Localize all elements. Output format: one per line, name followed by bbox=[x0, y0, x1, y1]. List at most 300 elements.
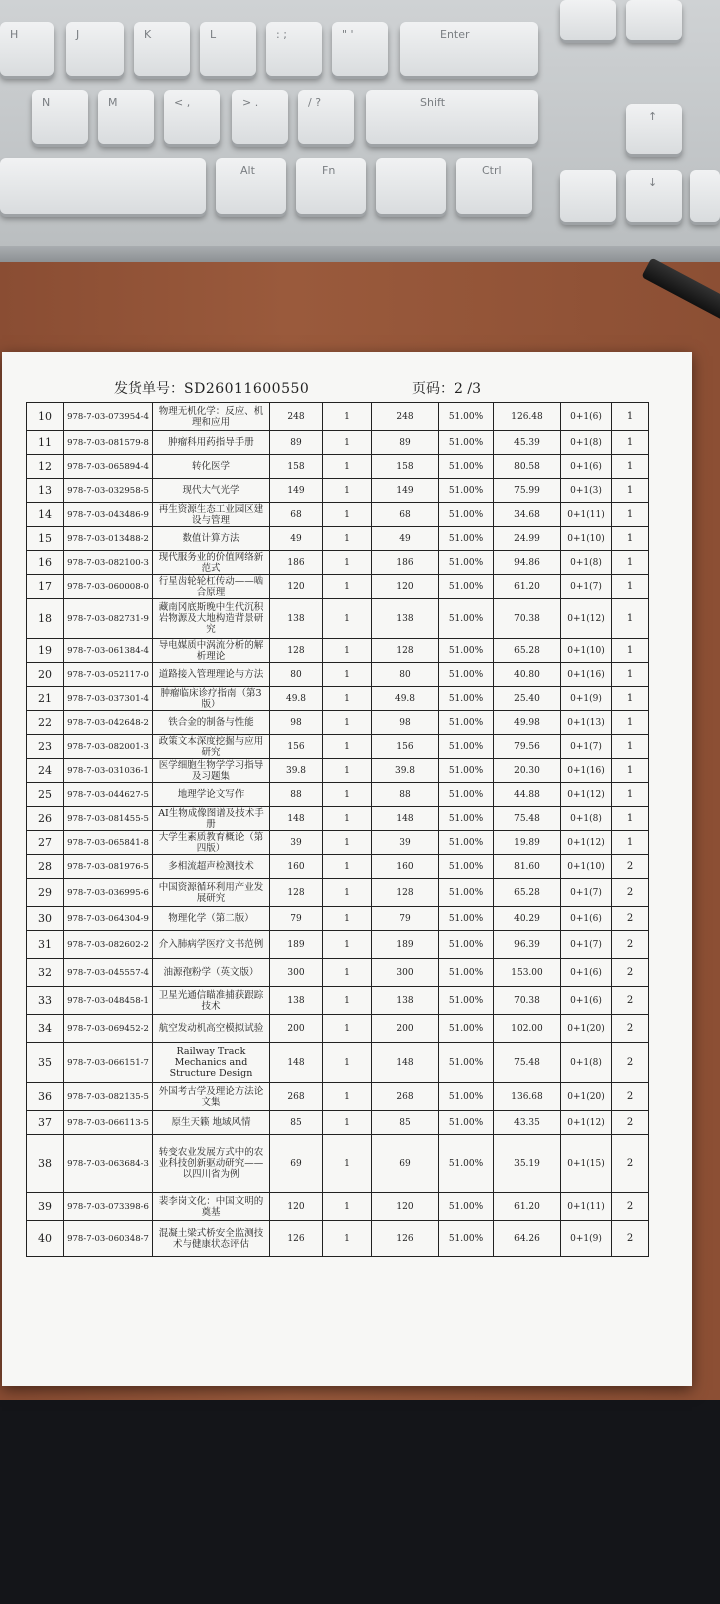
title-cell: 数值计算方法 bbox=[153, 527, 270, 551]
quantity-cell: 1 bbox=[323, 687, 372, 711]
row-number: 35 bbox=[27, 1043, 64, 1083]
package-cell: 0+1(12) bbox=[561, 783, 612, 807]
keyboard-key bbox=[626, 0, 682, 40]
price-cell: 189 bbox=[270, 931, 323, 959]
box-cell: 1 bbox=[612, 783, 649, 807]
package-cell: 0+1(8) bbox=[561, 431, 612, 455]
net-amount-cell: 80.58 bbox=[494, 455, 561, 479]
quantity-cell: 1 bbox=[323, 931, 372, 959]
row-number: 20 bbox=[27, 663, 64, 687]
package-cell: 0+1(10) bbox=[561, 855, 612, 879]
keyboard-key: M bbox=[98, 90, 154, 144]
row-number: 13 bbox=[27, 479, 64, 503]
isbn-cell: 978-7-03-036995-6 bbox=[64, 879, 153, 907]
amount-cell: 248 bbox=[372, 403, 439, 431]
box-cell: 1 bbox=[612, 759, 649, 783]
quantity-cell: 1 bbox=[323, 1083, 372, 1111]
isbn-cell: 978-7-03-066113-5 bbox=[64, 1111, 153, 1135]
price-cell: 98 bbox=[270, 711, 323, 735]
book-list-table bbox=[26, 402, 649, 1257]
amount-cell: 149 bbox=[372, 479, 439, 503]
amount-cell: 98 bbox=[372, 711, 439, 735]
quantity-cell: 1 bbox=[323, 527, 372, 551]
quantity-cell: 1 bbox=[323, 759, 372, 783]
isbn-cell: 978-7-03-060348-7 bbox=[64, 1221, 153, 1257]
table-row bbox=[27, 1083, 649, 1111]
title-cell: 转化医学 bbox=[153, 455, 270, 479]
isbn-cell: 978-7-03-073398-6 bbox=[64, 1193, 153, 1221]
row-number: 28 bbox=[27, 855, 64, 879]
keyboard-key: Ctrl bbox=[456, 158, 532, 214]
price-cell: 39 bbox=[270, 831, 323, 855]
net-amount-cell: 49.98 bbox=[494, 711, 561, 735]
isbn-cell: 978-7-03-082731-9 bbox=[64, 599, 153, 639]
box-cell: 1 bbox=[612, 599, 649, 639]
title-cell: 道路接入管理理论与方法 bbox=[153, 663, 270, 687]
table-row bbox=[27, 503, 649, 527]
quantity-cell: 1 bbox=[323, 551, 372, 575]
quantity-cell: 1 bbox=[323, 1193, 372, 1221]
keyboard-key: Fn bbox=[296, 158, 366, 214]
row-number: 40 bbox=[27, 1221, 64, 1257]
table-row bbox=[27, 1221, 649, 1257]
package-cell: 0+1(12) bbox=[561, 831, 612, 855]
net-amount-cell: 70.38 bbox=[494, 987, 561, 1015]
discount-cell: 51.00% bbox=[439, 831, 494, 855]
table-row bbox=[27, 855, 649, 879]
box-cell: 2 bbox=[612, 959, 649, 987]
isbn-cell: 978-7-03-081455-5 bbox=[64, 807, 153, 831]
isbn-cell: 978-7-03-082001-3 bbox=[64, 735, 153, 759]
box-cell: 1 bbox=[612, 663, 649, 687]
quantity-cell: 1 bbox=[323, 639, 372, 663]
discount-cell: 51.00% bbox=[439, 855, 494, 879]
title-cell: 现代服务业的价值网络新范式 bbox=[153, 551, 270, 575]
net-amount-cell: 75.48 bbox=[494, 1043, 561, 1083]
net-amount-cell: 19.89 bbox=[494, 831, 561, 855]
shipping-list-page bbox=[2, 352, 692, 1386]
table-row bbox=[27, 599, 649, 639]
table-row bbox=[27, 1111, 649, 1135]
price-cell: 148 bbox=[270, 1043, 323, 1083]
discount-cell: 51.00% bbox=[439, 1111, 494, 1135]
package-cell: 0+1(9) bbox=[561, 687, 612, 711]
keyboard-key: K bbox=[134, 22, 190, 76]
table-row bbox=[27, 687, 649, 711]
table-row bbox=[27, 479, 649, 503]
box-cell: 2 bbox=[612, 1221, 649, 1257]
amount-cell: 68 bbox=[372, 503, 439, 527]
title-cell: 物理无机化学：反应、机理和应用 bbox=[153, 403, 270, 431]
keyboard-key: ↑ bbox=[626, 104, 682, 154]
price-cell: 248 bbox=[270, 403, 323, 431]
discount-cell: 51.00% bbox=[439, 783, 494, 807]
row-number: 26 bbox=[27, 807, 64, 831]
net-amount-cell: 24.99 bbox=[494, 527, 561, 551]
quantity-cell: 1 bbox=[323, 1043, 372, 1083]
net-amount-cell: 65.28 bbox=[494, 639, 561, 663]
discount-cell: 51.00% bbox=[439, 527, 494, 551]
quantity-cell: 1 bbox=[323, 1111, 372, 1135]
quantity-cell: 1 bbox=[323, 599, 372, 639]
table-row bbox=[27, 403, 649, 431]
isbn-cell: 978-7-03-037301-4 bbox=[64, 687, 153, 711]
discount-cell: 51.00% bbox=[439, 1015, 494, 1043]
package-cell: 0+1(10) bbox=[561, 639, 612, 663]
price-cell: 268 bbox=[270, 1083, 323, 1111]
price-cell: 120 bbox=[270, 575, 323, 599]
row-number: 21 bbox=[27, 687, 64, 711]
package-cell: 0+1(8) bbox=[561, 807, 612, 831]
box-cell: 1 bbox=[612, 687, 649, 711]
amount-cell: 186 bbox=[372, 551, 439, 575]
keyboard-key: N bbox=[32, 90, 88, 144]
net-amount-cell: 61.20 bbox=[494, 1193, 561, 1221]
title-cell: 肿瘤科用药指导手册 bbox=[153, 431, 270, 455]
net-amount-cell: 20.30 bbox=[494, 759, 561, 783]
table-row bbox=[27, 931, 649, 959]
quantity-cell: 1 bbox=[323, 711, 372, 735]
quantity-cell: 1 bbox=[323, 1015, 372, 1043]
package-cell: 0+1(3) bbox=[561, 479, 612, 503]
quantity-cell: 1 bbox=[323, 431, 372, 455]
table-row bbox=[27, 783, 649, 807]
title-cell: 介入肺病学医疗文书范例 bbox=[153, 931, 270, 959]
package-cell: 0+1(12) bbox=[561, 599, 612, 639]
price-cell: 126 bbox=[270, 1221, 323, 1257]
quantity-cell: 1 bbox=[323, 1135, 372, 1193]
title-cell: 航空发动机高空模拟试验 bbox=[153, 1015, 270, 1043]
net-amount-cell: 25.40 bbox=[494, 687, 561, 711]
net-amount-cell: 102.00 bbox=[494, 1015, 561, 1043]
title-cell: 混凝土梁式桥安全监测技术与健康状态评估 bbox=[153, 1221, 270, 1257]
net-amount-cell: 65.28 bbox=[494, 879, 561, 907]
box-cell: 2 bbox=[612, 879, 649, 907]
box-cell: 2 bbox=[612, 1193, 649, 1221]
keyboard-key bbox=[0, 158, 206, 214]
table-row bbox=[27, 1043, 649, 1083]
keyboard-key bbox=[690, 170, 720, 222]
isbn-cell: 978-7-03-044627-5 bbox=[64, 783, 153, 807]
discount-cell: 51.00% bbox=[439, 987, 494, 1015]
table-row bbox=[27, 575, 649, 599]
package-cell: 0+1(12) bbox=[561, 1111, 612, 1135]
table-row bbox=[27, 551, 649, 575]
row-number: 32 bbox=[27, 959, 64, 987]
quantity-cell: 1 bbox=[323, 855, 372, 879]
box-cell: 1 bbox=[612, 735, 649, 759]
quantity-cell: 1 bbox=[323, 503, 372, 527]
discount-cell: 51.00% bbox=[439, 735, 494, 759]
quantity-cell: 1 bbox=[323, 663, 372, 687]
price-cell: 39.8 bbox=[270, 759, 323, 783]
net-amount-cell: 61.20 bbox=[494, 575, 561, 599]
package-cell: 0+1(6) bbox=[561, 959, 612, 987]
price-cell: 300 bbox=[270, 959, 323, 987]
net-amount-cell: 75.99 bbox=[494, 479, 561, 503]
row-number: 34 bbox=[27, 1015, 64, 1043]
net-amount-cell: 126.48 bbox=[494, 403, 561, 431]
box-cell: 1 bbox=[612, 431, 649, 455]
row-number: 14 bbox=[27, 503, 64, 527]
package-cell: 0+1(6) bbox=[561, 907, 612, 931]
package-cell: 0+1(7) bbox=[561, 931, 612, 959]
title-cell: 中国资源循环利用产业发展研究 bbox=[153, 879, 270, 907]
table-row bbox=[27, 455, 649, 479]
amount-cell: 200 bbox=[372, 1015, 439, 1043]
title-cell: 原生天籁 地域风情 bbox=[153, 1111, 270, 1135]
amount-cell: 300 bbox=[372, 959, 439, 987]
title-cell: 物理化学（第二版） bbox=[153, 907, 270, 931]
isbn-cell: 978-7-03-073954-4 bbox=[64, 403, 153, 431]
price-cell: 186 bbox=[270, 551, 323, 575]
quantity-cell: 1 bbox=[323, 479, 372, 503]
price-cell: 156 bbox=[270, 735, 323, 759]
amount-cell: 126 bbox=[372, 1221, 439, 1257]
price-cell: 138 bbox=[270, 987, 323, 1015]
quantity-cell: 1 bbox=[323, 575, 372, 599]
isbn-cell: 978-7-03-082100-3 bbox=[64, 551, 153, 575]
row-number: 18 bbox=[27, 599, 64, 639]
net-amount-cell: 94.86 bbox=[494, 551, 561, 575]
keyboard-key: : ; bbox=[266, 22, 322, 76]
price-cell: 68 bbox=[270, 503, 323, 527]
table-row bbox=[27, 1015, 649, 1043]
net-amount-cell: 64.26 bbox=[494, 1221, 561, 1257]
net-amount-cell: 81.60 bbox=[494, 855, 561, 879]
package-cell: 0+1(11) bbox=[561, 503, 612, 527]
box-cell: 1 bbox=[612, 455, 649, 479]
keyboard-key: < , bbox=[164, 90, 220, 144]
amount-cell: 128 bbox=[372, 639, 439, 663]
package-cell: 0+1(9) bbox=[561, 1221, 612, 1257]
table-row bbox=[27, 987, 649, 1015]
page-value: 2 /3 bbox=[454, 381, 481, 397]
keyboard-key: L bbox=[200, 22, 256, 76]
title-cell: 外国考古学及理论方法论文集 bbox=[153, 1083, 270, 1111]
box-cell: 1 bbox=[612, 711, 649, 735]
price-cell: 85 bbox=[270, 1111, 323, 1135]
isbn-cell: 978-7-03-081976-5 bbox=[64, 855, 153, 879]
row-number: 33 bbox=[27, 987, 64, 1015]
quantity-cell: 1 bbox=[323, 807, 372, 831]
table-row bbox=[27, 1135, 649, 1193]
box-cell: 2 bbox=[612, 1015, 649, 1043]
quantity-cell: 1 bbox=[323, 987, 372, 1015]
title-cell: Railway Track Mechanics and Structure Design bbox=[153, 1043, 270, 1083]
amount-cell: 148 bbox=[372, 807, 439, 831]
row-number: 39 bbox=[27, 1193, 64, 1221]
package-cell: 0+1(6) bbox=[561, 455, 612, 479]
package-cell: 0+1(8) bbox=[561, 551, 612, 575]
amount-cell: 138 bbox=[372, 987, 439, 1015]
quantity-cell: 1 bbox=[323, 959, 372, 987]
invoice-label: 发货单号： bbox=[114, 381, 184, 397]
title-cell: 转变农业发展方式中的农业科技创新驱动研究——以四川省为例 bbox=[153, 1135, 270, 1193]
discount-cell: 51.00% bbox=[439, 575, 494, 599]
title-cell: 地理学论文写作 bbox=[153, 783, 270, 807]
title-cell: 肿瘤临床诊疗指南（第3版） bbox=[153, 687, 270, 711]
page-label: 页码： bbox=[412, 381, 454, 397]
net-amount-cell: 44.88 bbox=[494, 783, 561, 807]
keyboard-key bbox=[560, 0, 616, 40]
discount-cell: 51.00% bbox=[439, 599, 494, 639]
amount-cell: 138 bbox=[372, 599, 439, 639]
amount-cell: 120 bbox=[372, 575, 439, 599]
box-cell: 1 bbox=[612, 479, 649, 503]
net-amount-cell: 43.35 bbox=[494, 1111, 561, 1135]
invoice-value: SD26011600550 bbox=[184, 381, 310, 397]
isbn-cell: 978-7-03-032958-5 bbox=[64, 479, 153, 503]
box-cell: 2 bbox=[612, 987, 649, 1015]
box-cell: 2 bbox=[612, 907, 649, 931]
table-row bbox=[27, 431, 649, 455]
quantity-cell: 1 bbox=[323, 831, 372, 855]
title-cell: 裴李岗文化：中国文明的奠基 bbox=[153, 1193, 270, 1221]
page-header bbox=[2, 352, 692, 402]
isbn-cell: 978-7-03-065894-4 bbox=[64, 455, 153, 479]
net-amount-cell: 153.00 bbox=[494, 959, 561, 987]
row-number: 27 bbox=[27, 831, 64, 855]
package-cell: 0+1(8) bbox=[561, 1043, 612, 1083]
title-cell: 卫星光通信瞄准捕获跟踪技术 bbox=[153, 987, 270, 1015]
box-cell: 1 bbox=[612, 551, 649, 575]
isbn-cell: 978-7-03-045557-4 bbox=[64, 959, 153, 987]
discount-cell: 51.00% bbox=[439, 879, 494, 907]
amount-cell: 148 bbox=[372, 1043, 439, 1083]
discount-cell: 51.00% bbox=[439, 1135, 494, 1193]
quantity-cell: 1 bbox=[323, 1221, 372, 1257]
package-cell: 0+1(20) bbox=[561, 1083, 612, 1111]
isbn-cell: 978-7-03-043486-9 bbox=[64, 503, 153, 527]
amount-cell: 88 bbox=[372, 783, 439, 807]
title-cell: 导电媒质中涡流分析的解析理论 bbox=[153, 639, 270, 663]
row-number: 38 bbox=[27, 1135, 64, 1193]
package-cell: 0+1(7) bbox=[561, 879, 612, 907]
discount-cell: 51.00% bbox=[439, 403, 494, 431]
title-cell: 多相流超声检测技术 bbox=[153, 855, 270, 879]
keyboard bbox=[0, 0, 720, 262]
row-number: 10 bbox=[27, 403, 64, 431]
amount-cell: 128 bbox=[372, 879, 439, 907]
keyboard-key: ↓ bbox=[626, 170, 682, 222]
discount-cell: 51.00% bbox=[439, 759, 494, 783]
isbn-cell: 978-7-03-052117-0 bbox=[64, 663, 153, 687]
amount-cell: 39.8 bbox=[372, 759, 439, 783]
discount-cell: 51.00% bbox=[439, 431, 494, 455]
package-cell: 0+1(16) bbox=[561, 663, 612, 687]
row-number: 22 bbox=[27, 711, 64, 735]
discount-cell: 51.00% bbox=[439, 639, 494, 663]
amount-cell: 158 bbox=[372, 455, 439, 479]
table-row bbox=[27, 1193, 649, 1221]
box-cell: 2 bbox=[612, 1043, 649, 1083]
box-cell: 1 bbox=[612, 831, 649, 855]
price-cell: 128 bbox=[270, 879, 323, 907]
package-cell: 0+1(15) bbox=[561, 1135, 612, 1193]
table-row bbox=[27, 711, 649, 735]
package-cell: 0+1(13) bbox=[561, 711, 612, 735]
price-cell: 148 bbox=[270, 807, 323, 831]
row-number: 24 bbox=[27, 759, 64, 783]
amount-cell: 89 bbox=[372, 431, 439, 455]
discount-cell: 51.00% bbox=[439, 479, 494, 503]
isbn-cell: 978-7-03-042648-2 bbox=[64, 711, 153, 735]
row-number: 23 bbox=[27, 735, 64, 759]
keyboard-key bbox=[376, 158, 446, 214]
amount-cell: 160 bbox=[372, 855, 439, 879]
keyboard-key: > . bbox=[232, 90, 288, 144]
discount-cell: 51.00% bbox=[439, 1043, 494, 1083]
amount-cell: 120 bbox=[372, 1193, 439, 1221]
box-cell: 1 bbox=[612, 807, 649, 831]
row-number: 37 bbox=[27, 1111, 64, 1135]
table-row bbox=[27, 663, 649, 687]
price-cell: 89 bbox=[270, 431, 323, 455]
keyboard-key: " ' bbox=[332, 22, 388, 76]
net-amount-cell: 35.19 bbox=[494, 1135, 561, 1193]
box-cell: 1 bbox=[612, 575, 649, 599]
package-cell: 0+1(6) bbox=[561, 987, 612, 1015]
net-amount-cell: 136.68 bbox=[494, 1083, 561, 1111]
price-cell: 138 bbox=[270, 599, 323, 639]
net-amount-cell: 79.56 bbox=[494, 735, 561, 759]
row-number: 30 bbox=[27, 907, 64, 931]
quantity-cell: 1 bbox=[323, 783, 372, 807]
title-cell: AI生物成像图谱及技术手册 bbox=[153, 807, 270, 831]
table-row bbox=[27, 831, 649, 855]
row-number: 15 bbox=[27, 527, 64, 551]
title-cell: 大学生素质教育概论（第四版） bbox=[153, 831, 270, 855]
table-row bbox=[27, 879, 649, 907]
keyboard-frame bbox=[0, 246, 720, 262]
package-cell: 0+1(6) bbox=[561, 403, 612, 431]
isbn-cell: 978-7-03-069452-2 bbox=[64, 1015, 153, 1043]
title-cell: 行星齿轮轮杠传动——啮合原理 bbox=[153, 575, 270, 599]
price-cell: 158 bbox=[270, 455, 323, 479]
discount-cell: 51.00% bbox=[439, 1083, 494, 1111]
box-cell: 2 bbox=[612, 1083, 649, 1111]
box-cell: 2 bbox=[612, 1111, 649, 1135]
keyboard-key: J bbox=[66, 22, 124, 76]
amount-cell: 156 bbox=[372, 735, 439, 759]
amount-cell: 49 bbox=[372, 527, 439, 551]
row-number: 31 bbox=[27, 931, 64, 959]
amount-cell: 189 bbox=[372, 931, 439, 959]
price-cell: 69 bbox=[270, 1135, 323, 1193]
title-cell: 现代大气光学 bbox=[153, 479, 270, 503]
net-amount-cell: 96.39 bbox=[494, 931, 561, 959]
quantity-cell: 1 bbox=[323, 455, 372, 479]
box-cell: 2 bbox=[612, 931, 649, 959]
discount-cell: 51.00% bbox=[439, 455, 494, 479]
table-row bbox=[27, 527, 649, 551]
net-amount-cell: 40.80 bbox=[494, 663, 561, 687]
discount-cell: 51.00% bbox=[439, 907, 494, 931]
title-cell: 政策文本深度挖掘与应用研究 bbox=[153, 735, 270, 759]
table-row bbox=[27, 639, 649, 663]
price-cell: 88 bbox=[270, 783, 323, 807]
row-number: 16 bbox=[27, 551, 64, 575]
amount-cell: 49.8 bbox=[372, 687, 439, 711]
discount-cell: 51.00% bbox=[439, 663, 494, 687]
discount-cell: 51.00% bbox=[439, 1221, 494, 1257]
amount-cell: 79 bbox=[372, 907, 439, 931]
row-number: 36 bbox=[27, 1083, 64, 1111]
box-cell: 1 bbox=[612, 639, 649, 663]
amount-cell: 268 bbox=[372, 1083, 439, 1111]
net-amount-cell: 40.29 bbox=[494, 907, 561, 931]
